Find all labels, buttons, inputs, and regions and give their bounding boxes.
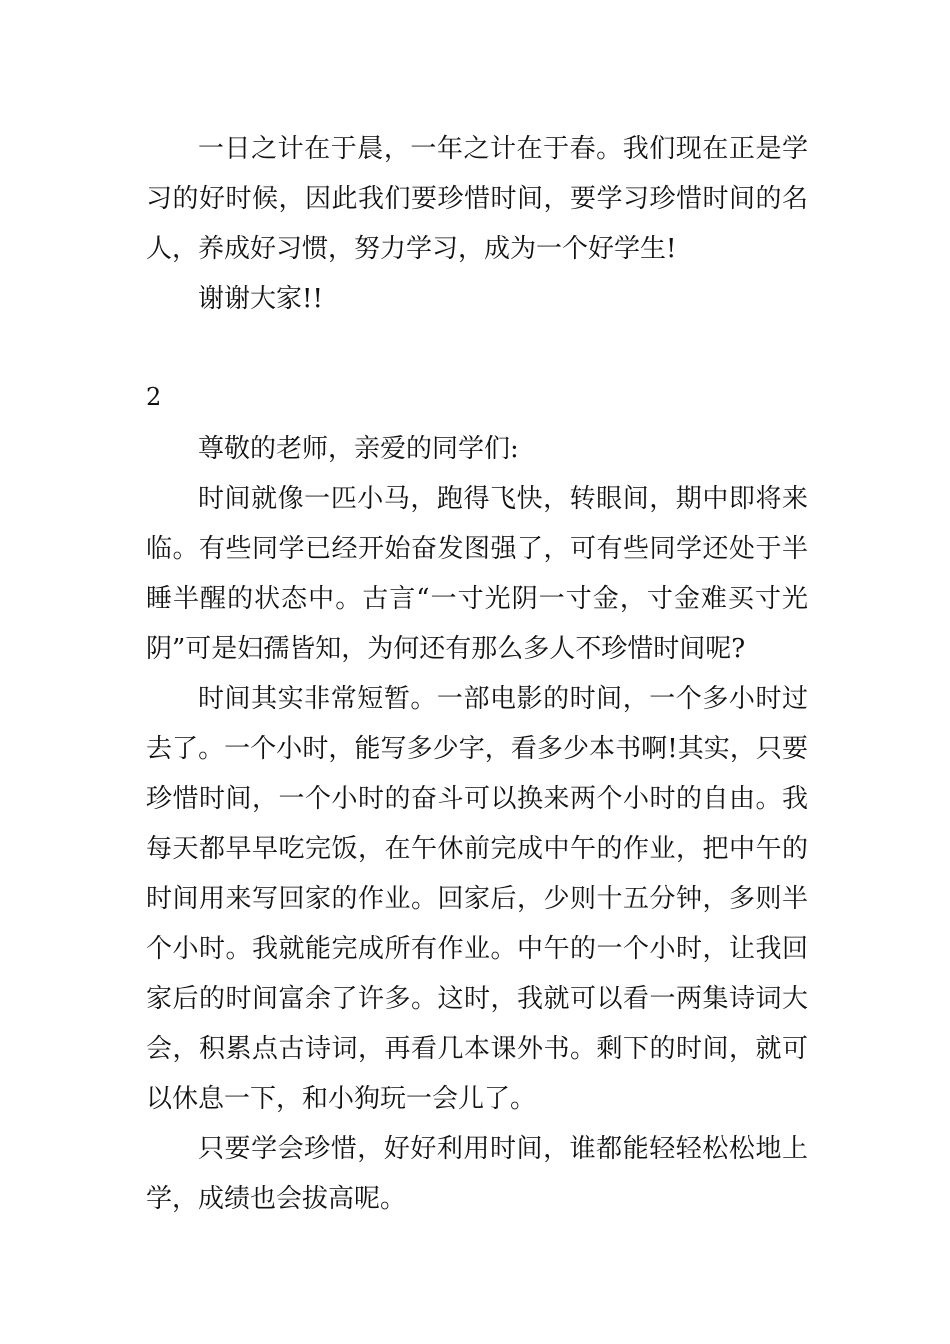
- paragraph-time-like-horse: 时间就像一匹小马，跑得飞快，转眼间，期中即将来临。有些同学已经开始奋发图强了，可有些同学还处于半睡半醒的状态中。古言“一寸光阴一寸金，寸金难买寸光阴”可是妇孺皆知，为何还有那么多人不珍惜时间呢?: [146, 484, 808, 664]
- paragraph-thanks: 谢谢大家!!: [198, 284, 323, 314]
- paragraph-conclusion: 只要学会珍惜，好好利用时间，谁都能轻轻松松地上学，成绩也会拔高呢。: [146, 1134, 808, 1214]
- greeting: 尊敬的老师，亲爱的同学们:: [198, 434, 519, 464]
- paragraph-cherish-time: 一日之计在于晨，一年之计在于春。我们现在正是学习的好时候，因此我们要珍惜时间，要学习珍惜时间的名人，养成好习惯，努力学习，成为一个好学生!: [146, 134, 808, 264]
- section-number: 2: [146, 383, 162, 411]
- paragraph-time-short: 时间其实非常短暂。一部电影的时间，一个多小时过去了。一个小时，能写多少字，看多少本书啊!其实，只要珍惜时间，一个小时的奋斗可以换来两个小时的自由。我每天都早早吃完饭，在午休前完成中午的作业，把中午的时间用来写回家的作业。回家后，少则十五分钟，多则半个小时。我就能完成所有作业。中午的一个小时，让我回家后的时间富余了许多。这时，我就可以看一两集诗词大会，积累点古诗词，再看几本课外书。剩下的时间，就可以休息一下，和小狗玩一会儿了。: [146, 684, 808, 1114]
